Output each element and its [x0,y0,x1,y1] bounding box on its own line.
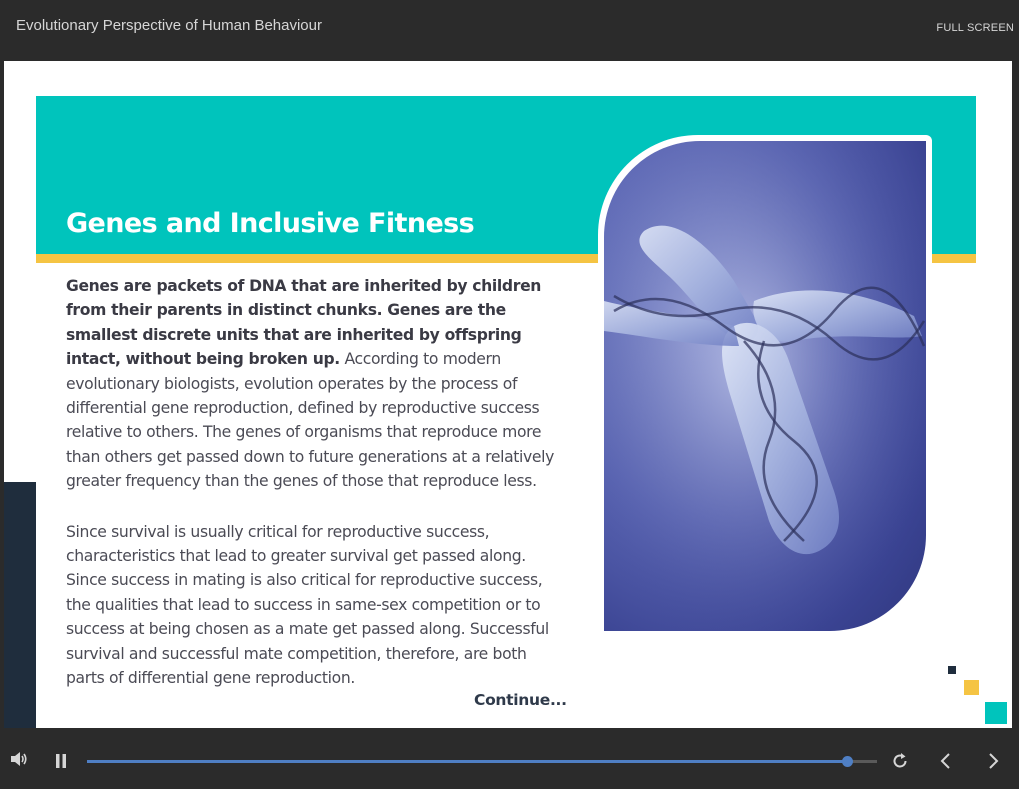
next-icon[interactable] [988,753,1000,774]
paragraph-1-rest: According to modern evolutionary biologists, evolution operates by the process of differential gene reproduction, defined by reproductive success relative to others. The genes of organisms that reproduce more than others get passed down to future generations at a relatively greater frequency than the genes of those that reproduce less. [66,350,555,491]
volume-icon[interactable] [10,751,28,772]
progress-handle[interactable] [842,756,853,767]
slide-stage [4,61,1012,728]
player-top-bar [0,0,1019,61]
paragraph-1 [66,274,556,494]
player-controls [0,728,1019,789]
pause-icon[interactable] [55,754,67,773]
progress-fill [87,760,847,763]
progress-bar[interactable] [87,760,877,763]
paragraph-1-bold: Genes are packets of DNA that are inherited by children from their parents in distinct chunks. Genes are the smallest discrete units that are inherited by offspring intact, without being broken up. [66,277,542,369]
decorative-strip [4,482,36,728]
slide-body [66,274,556,691]
decorative-square-yellow [964,680,979,695]
paragraph-2: Since survival is usually critical for reproductive success, characteristics that lead to greater survival get passed along. Since success in mating is also critical for reproductive success, the qualities that lead to success in same-sex competition or to success at being chosen as a mate get passed along. Successful survival and successful mate competition, therefore, are both parts of differential gene reproduction. [66,522,549,688]
chromosome-image [604,141,926,631]
prev-icon[interactable] [939,753,951,774]
continue-link[interactable]: Continue... [474,691,567,709]
decorative-square-teal [985,702,1007,724]
slide-heading: Genes and Inclusive Fitness [66,208,475,239]
decorative-square-navy [948,666,956,674]
chromosome-illustration [604,141,926,631]
course-title: Evolutionary Perspective of Human Behaviour [16,17,322,34]
replay-icon[interactable] [891,752,909,775]
fullscreen-button[interactable]: FULL SCREEN [936,22,1014,34]
